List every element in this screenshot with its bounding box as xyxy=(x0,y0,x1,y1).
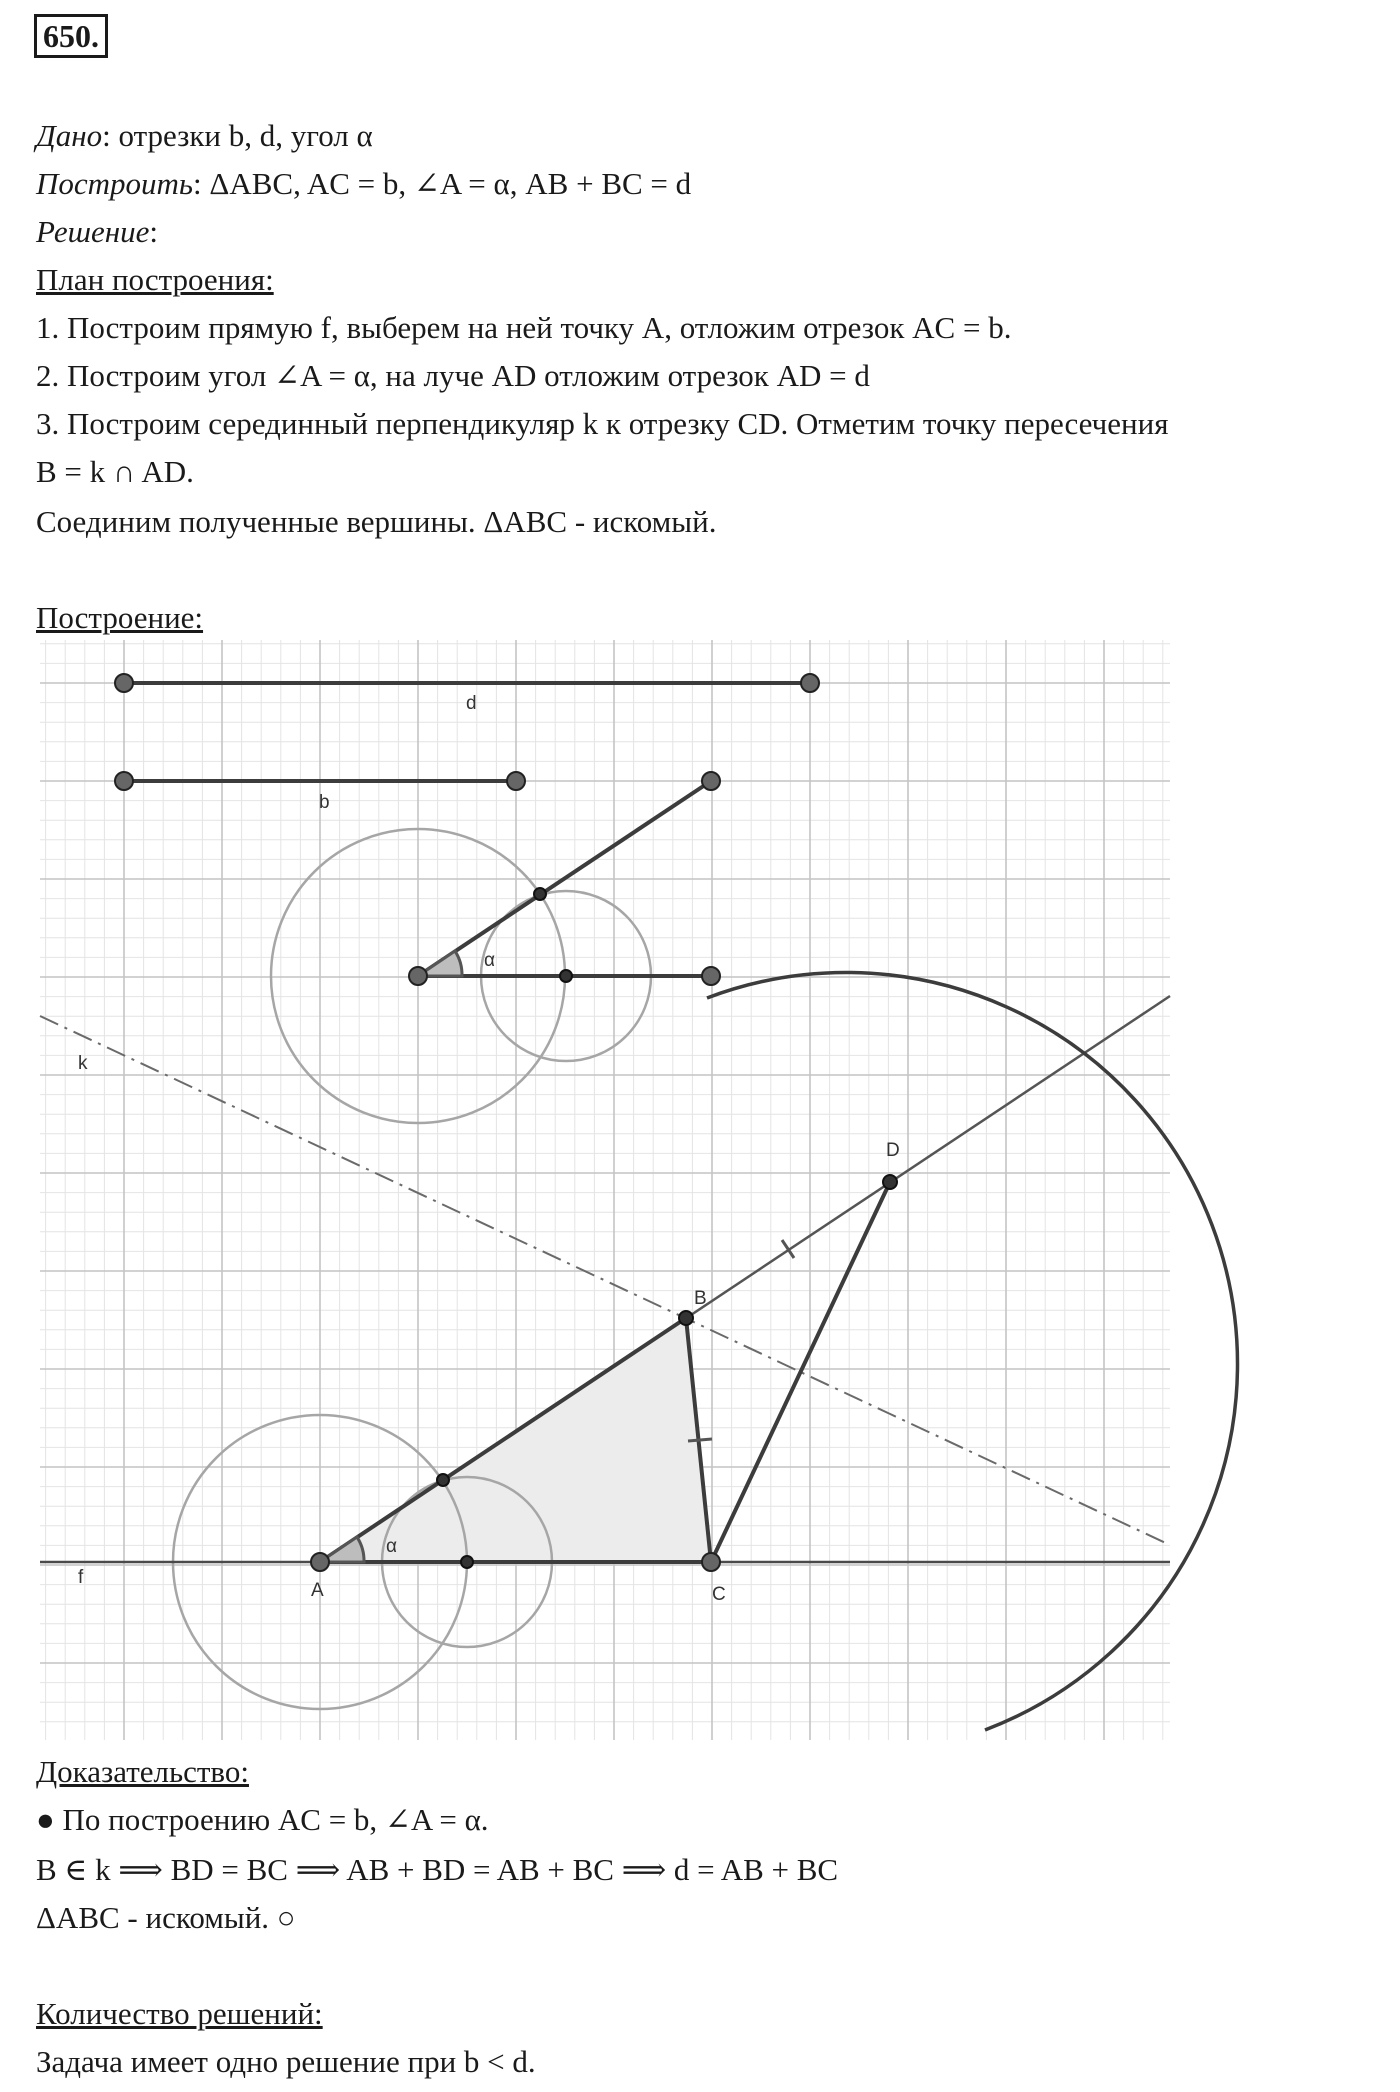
given-label: Дано xyxy=(36,118,103,153)
point-d-right xyxy=(801,674,819,692)
construction-figure xyxy=(0,640,1400,1750)
plan-step-3: 3. Построим серединный перпендикуляр k к отрезку CD. Отметим точку пересечения xyxy=(36,406,1169,441)
point-angle-lower xyxy=(702,967,720,985)
label-c: C xyxy=(712,1584,726,1605)
problem-number: 650. xyxy=(34,14,108,58)
proof-line-3: ΔABC - искомый. ○ xyxy=(36,1900,296,1935)
given-line xyxy=(36,116,373,156)
plan-heading: План построения: xyxy=(36,262,274,297)
point-main-mid xyxy=(461,1556,473,1568)
label-a: A xyxy=(311,1580,324,1601)
plan-step-1: 1. Построим прямую f, выберем на ней точку A, отложим отрезок AC = b. xyxy=(36,310,1012,345)
arc-cd xyxy=(707,972,1238,1730)
plan-step-2: 2. Построим угол ∠A = α, на луче AD отложим отрезок AD = d xyxy=(36,358,870,393)
plan-step-3-cont: B = k ∩ AD. xyxy=(36,454,194,489)
point-d xyxy=(883,1175,897,1189)
label-b: b xyxy=(319,792,330,813)
label-k: k xyxy=(78,1053,88,1074)
label-b-point: B xyxy=(694,1288,707,1309)
label-d: d xyxy=(466,693,477,714)
point-c xyxy=(702,1553,720,1571)
given-text: : отрезки b, d, угол α xyxy=(102,118,373,153)
proof-line-1: ● По построению AC = b, ∠A = α. xyxy=(36,1802,489,1837)
label-alpha-top: α xyxy=(484,950,495,971)
proof-line-2: B ∈ k ⟹ BD = BC ⟹ AB + BD = AB + BC ⟹ d = AB + BC xyxy=(36,1852,839,1887)
grid xyxy=(40,640,1170,1740)
point-a xyxy=(311,1553,329,1571)
point-d-left xyxy=(115,674,133,692)
point-b-right xyxy=(507,772,525,790)
point-b xyxy=(679,1311,693,1325)
label-f: f xyxy=(78,1567,84,1588)
construct-label: Построить xyxy=(36,166,194,201)
construct-text: : ΔABC, AC = b, ∠A = α, AB + BC = d xyxy=(193,166,692,201)
solution-label: Решение xyxy=(36,214,150,249)
point-top-intersect xyxy=(534,888,546,900)
solutions-heading: Количество решений: xyxy=(36,1996,323,2031)
construction-heading: Построение: xyxy=(36,600,204,635)
point-b-left xyxy=(115,772,133,790)
solution-line xyxy=(36,212,158,252)
solutions-text: Задача имеет одно решение при b < d. xyxy=(36,2044,536,2079)
tick-bc xyxy=(688,1439,712,1441)
point-angle-vertex xyxy=(409,967,427,985)
proof-heading: Доказательство: xyxy=(36,1754,249,1789)
solution-text: : xyxy=(149,214,158,249)
label-alpha-main: α xyxy=(386,1536,397,1557)
label-d-point: D xyxy=(886,1140,900,1161)
plan-conclusion: Соединим полученные вершины. ΔABC - искомый. xyxy=(36,504,717,539)
construct-line xyxy=(36,164,691,204)
point-angle-upper xyxy=(702,772,720,790)
segment-cd xyxy=(711,1182,890,1562)
point-main-intersect xyxy=(437,1474,449,1486)
point-top-mid xyxy=(560,970,572,982)
